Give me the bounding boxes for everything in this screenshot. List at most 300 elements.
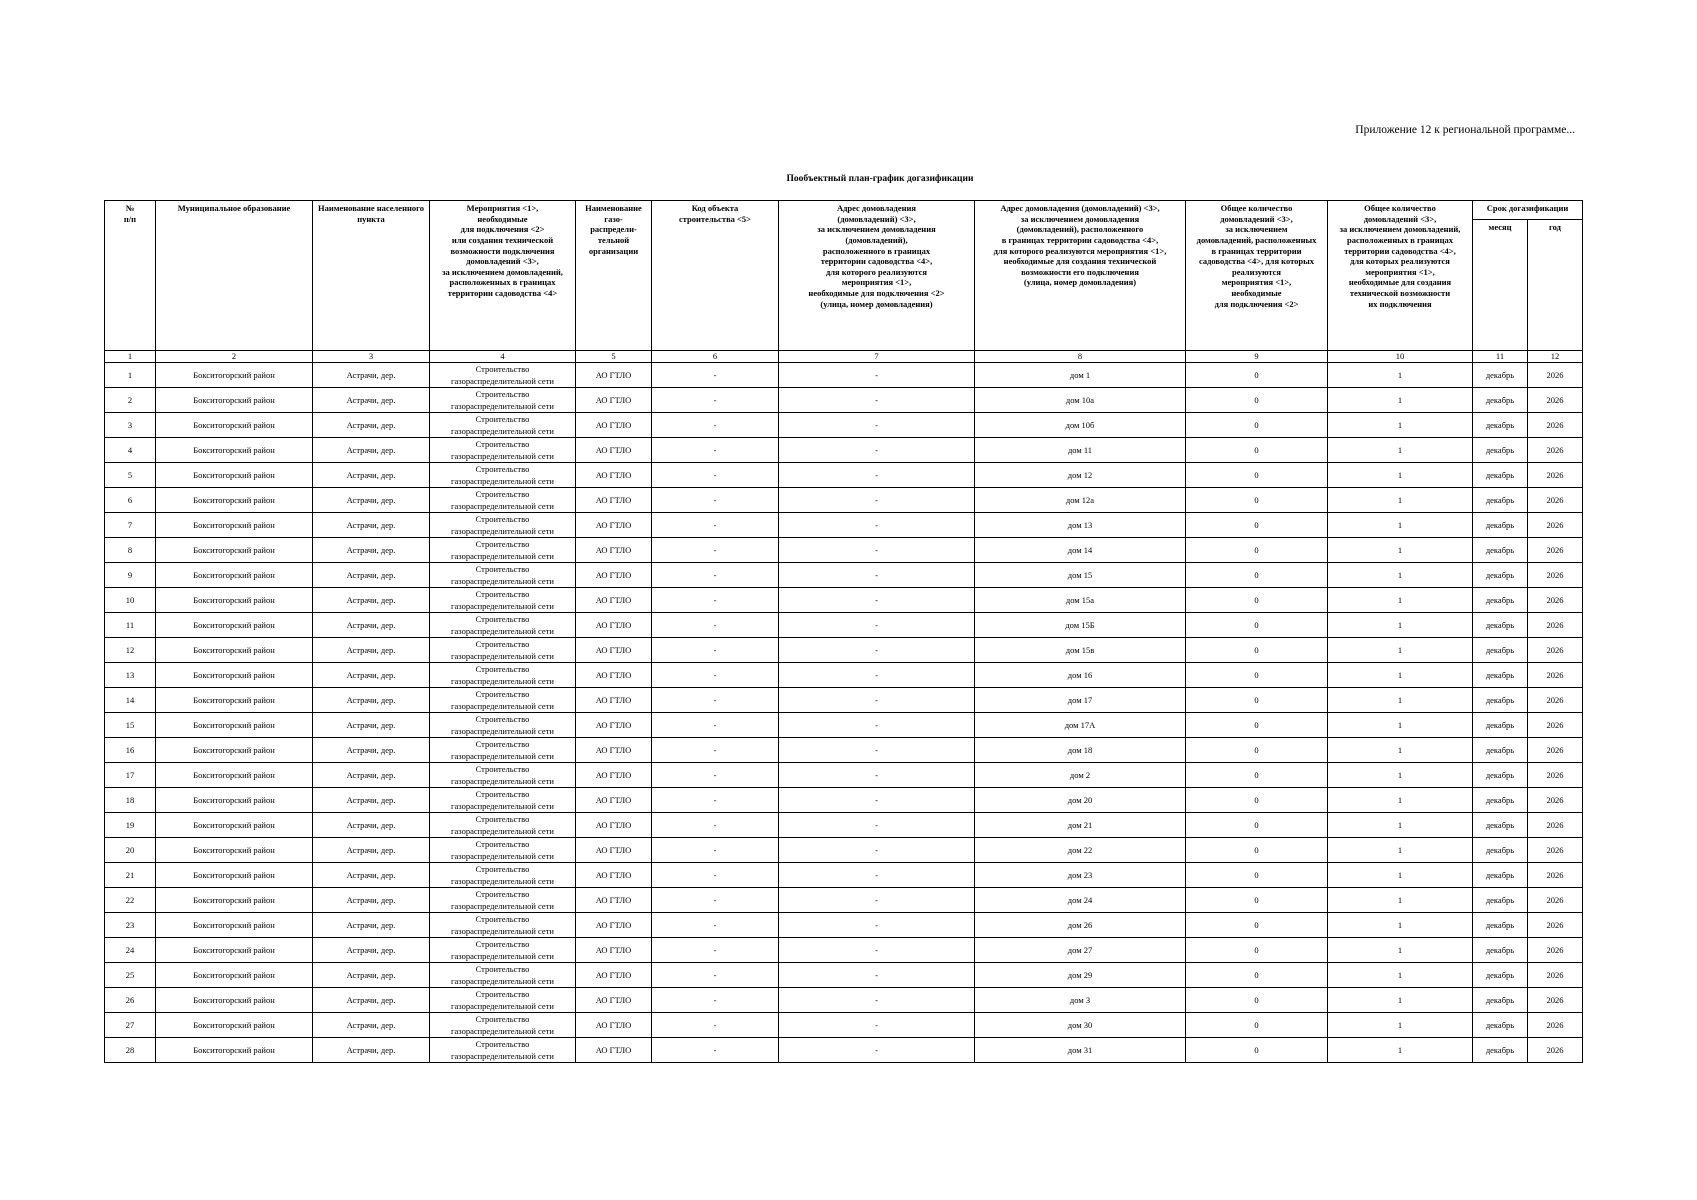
month-cell: декабрь	[1473, 588, 1528, 613]
gas-org-cell: АО ГТЛО	[576, 713, 652, 738]
gas-org-cell: АО ГТЛО	[576, 763, 652, 788]
count-connection-cell: 0	[1186, 938, 1328, 963]
count-technical-cell: 1	[1328, 438, 1473, 463]
header-address-connection: Адрес домовладения (домовладений) <3>, за исключением домовладения (домовладений), расположенного в границах территории садоводства <4>, для которого реализуются мероприятия <1>, необходимые для подключения <2> (улица, номер домовладения)	[779, 201, 975, 351]
year-cell: 2026	[1528, 413, 1583, 438]
measure-cell	[430, 488, 576, 513]
municipality-cell: Бокситогорский район	[156, 463, 313, 488]
month-cell: декабрь	[1473, 813, 1528, 838]
row-number: 2	[105, 388, 156, 413]
measure-cell	[430, 388, 576, 413]
address-connection-cell: -	[779, 613, 975, 638]
object-code-cell: -	[652, 738, 779, 763]
measure-line-2: газораспределительной сети	[451, 1051, 554, 1061]
year-cell: 2026	[1528, 938, 1583, 963]
gas-org-cell: АО ГТЛО	[576, 788, 652, 813]
row-number: 5	[105, 463, 156, 488]
measure-line-1: Строительство	[475, 389, 530, 399]
month-cell: декабрь	[1473, 988, 1528, 1013]
address-connection-cell: -	[779, 413, 975, 438]
count-connection-cell: 0	[1186, 1013, 1328, 1038]
object-code-cell: -	[652, 988, 779, 1013]
municipality-cell: Бокситогорский район	[156, 363, 313, 388]
municipality-cell: Бокситогорский район	[156, 438, 313, 463]
month-cell: декабрь	[1473, 838, 1528, 863]
measure-line-2: газораспределительной сети	[451, 876, 554, 886]
address-connection-cell: -	[779, 588, 975, 613]
measure-cell	[430, 413, 576, 438]
measure-cell	[430, 563, 576, 588]
table-row	[105, 363, 1583, 388]
settlement-cell: Астрачи, дер.	[313, 638, 430, 663]
address-technical-cell: дом 20	[975, 788, 1186, 813]
object-code-cell: -	[652, 388, 779, 413]
count-connection-cell: 0	[1186, 738, 1328, 763]
gas-org-cell: АО ГТЛО	[576, 638, 652, 663]
object-code-cell: -	[652, 363, 779, 388]
measure-cell	[430, 813, 576, 838]
measure-cell	[430, 688, 576, 713]
row-number: 16	[105, 738, 156, 763]
count-technical-cell: 1	[1328, 563, 1473, 588]
month-cell: декабрь	[1473, 463, 1528, 488]
row-number: 23	[105, 913, 156, 938]
year-cell: 2026	[1528, 863, 1583, 888]
month-cell: декабрь	[1473, 438, 1528, 463]
row-number: 24	[105, 938, 156, 963]
settlement-cell: Астрачи, дер.	[313, 963, 430, 988]
municipality-cell: Бокситогорский район	[156, 513, 313, 538]
count-technical-cell: 1	[1328, 813, 1473, 838]
measure-line-2: газораспределительной сети	[451, 901, 554, 911]
object-code-cell: -	[652, 713, 779, 738]
row-number: 1	[105, 363, 156, 388]
year-cell: 2026	[1528, 988, 1583, 1013]
count-technical-cell: 1	[1328, 763, 1473, 788]
month-cell: декабрь	[1473, 388, 1528, 413]
measure-line-1: Строительство	[475, 514, 530, 524]
address-technical-cell: дом 27	[975, 938, 1186, 963]
count-connection-cell: 0	[1186, 788, 1328, 813]
gas-org-cell: АО ГТЛО	[576, 538, 652, 563]
table-row	[105, 538, 1583, 563]
measure-cell	[430, 513, 576, 538]
address-connection-cell: -	[779, 888, 975, 913]
object-code-cell: -	[652, 563, 779, 588]
measure-cell	[430, 788, 576, 813]
column-number: 7	[779, 351, 975, 363]
month-cell: декабрь	[1473, 513, 1528, 538]
address-connection-cell: -	[779, 488, 975, 513]
measure-line-1: Строительство	[475, 664, 530, 674]
settlement-cell: Астрачи, дер.	[313, 838, 430, 863]
appendix-note: Приложение 12 к региональной программе...	[1355, 124, 1575, 136]
measure-cell	[430, 713, 576, 738]
count-connection-cell: 0	[1186, 638, 1328, 663]
column-number: 3	[313, 351, 430, 363]
gas-org-cell: АО ГТЛО	[576, 463, 652, 488]
year-cell: 2026	[1528, 1013, 1583, 1038]
object-code-cell: -	[652, 888, 779, 913]
measure-line-2: газораспределительной сети	[451, 1026, 554, 1036]
measure-line-2: газораспределительной сети	[451, 601, 554, 611]
measure-cell	[430, 888, 576, 913]
address-connection-cell: -	[779, 938, 975, 963]
settlement-cell: Астрачи, дер.	[313, 513, 430, 538]
address-technical-cell: дом 15	[975, 563, 1186, 588]
address-connection-cell: -	[779, 463, 975, 488]
month-cell: декабрь	[1473, 913, 1528, 938]
count-connection-cell: 0	[1186, 538, 1328, 563]
table-row	[105, 913, 1583, 938]
object-code-cell: -	[652, 463, 779, 488]
address-connection-cell: -	[779, 738, 975, 763]
year-cell: 2026	[1528, 913, 1583, 938]
address-technical-cell: дом 16	[975, 663, 1186, 688]
month-cell: декабрь	[1473, 538, 1528, 563]
measure-cell	[430, 988, 576, 1013]
count-connection-cell: 0	[1186, 463, 1328, 488]
object-code-cell: -	[652, 1038, 779, 1063]
month-cell: декабрь	[1473, 1038, 1528, 1063]
measure-line-1: Строительство	[475, 364, 530, 374]
settlement-cell: Астрачи, дер.	[313, 863, 430, 888]
month-cell: декабрь	[1473, 938, 1528, 963]
settlement-cell: Астрачи, дер.	[313, 463, 430, 488]
measure-line-1: Строительство	[475, 889, 530, 899]
gas-org-cell: АО ГТЛО	[576, 963, 652, 988]
measure-cell	[430, 463, 576, 488]
table-row	[105, 938, 1583, 963]
measure-line-2: газораспределительной сети	[451, 701, 554, 711]
measure-line-2: газораспределительной сети	[451, 426, 554, 436]
settlement-cell: Астрачи, дер.	[313, 1013, 430, 1038]
measure-line-2: газораспределительной сети	[451, 476, 554, 486]
municipality-cell: Бокситогорский район	[156, 563, 313, 588]
address-technical-cell: дом 30	[975, 1013, 1186, 1038]
address-connection-cell: -	[779, 1013, 975, 1038]
count-connection-cell: 0	[1186, 438, 1328, 463]
address-technical-cell: дом 10а	[975, 388, 1186, 413]
municipality-cell: Бокситогорский район	[156, 688, 313, 713]
table-row	[105, 413, 1583, 438]
year-cell: 2026	[1528, 713, 1583, 738]
measure-cell	[430, 913, 576, 938]
year-cell: 2026	[1528, 438, 1583, 463]
address-connection-cell: -	[779, 688, 975, 713]
column-number: 2	[156, 351, 313, 363]
object-code-cell: -	[652, 638, 779, 663]
settlement-cell: Астрачи, дер.	[313, 588, 430, 613]
header-count-connection: Общее количество домовладений <3>, за исключением домовладений, расположенных в границах территории садоводства <4>, для которых реализуются мероприятия <1>, необходимые для подключения <2>	[1186, 201, 1328, 351]
measure-line-1: Строительство	[475, 464, 530, 474]
measure-line-2: газораспределительной сети	[451, 801, 554, 811]
address-connection-cell: -	[779, 563, 975, 588]
address-connection-cell: -	[779, 863, 975, 888]
measure-line-2: газораспределительной сети	[451, 651, 554, 661]
year-cell: 2026	[1528, 588, 1583, 613]
table-row	[105, 513, 1583, 538]
table-row	[105, 763, 1583, 788]
row-number: 22	[105, 888, 156, 913]
address-technical-cell: дом 17	[975, 688, 1186, 713]
count-connection-cell: 0	[1186, 388, 1328, 413]
measure-cell	[430, 638, 576, 663]
gas-org-cell: АО ГТЛО	[576, 988, 652, 1013]
count-connection-cell: 0	[1186, 988, 1328, 1013]
measure-cell	[430, 663, 576, 688]
settlement-cell: Астрачи, дер.	[313, 738, 430, 763]
table-row	[105, 863, 1583, 888]
measure-cell	[430, 1038, 576, 1063]
table-body	[105, 363, 1583, 1063]
table-row	[105, 663, 1583, 688]
table-row	[105, 888, 1583, 913]
row-number: 7	[105, 513, 156, 538]
year-cell: 2026	[1528, 1038, 1583, 1063]
gas-org-cell: АО ГТЛО	[576, 588, 652, 613]
address-technical-cell: дом 31	[975, 1038, 1186, 1063]
municipality-cell: Бокситогорский район	[156, 588, 313, 613]
measure-line-2: газораспределительной сети	[451, 776, 554, 786]
table-row	[105, 388, 1583, 413]
municipality-cell: Бокситогорский район	[156, 813, 313, 838]
measure-line-1: Строительство	[475, 839, 530, 849]
header-month: месяц	[1473, 220, 1528, 351]
address-technical-cell: дом 15Б	[975, 613, 1186, 638]
year-cell: 2026	[1528, 613, 1583, 638]
gasification-schedule-table	[104, 200, 1583, 1063]
count-technical-cell: 1	[1328, 913, 1473, 938]
measure-line-1: Строительство	[475, 739, 530, 749]
gas-org-cell: АО ГТЛО	[576, 813, 652, 838]
measure-cell	[430, 438, 576, 463]
table-row	[105, 738, 1583, 763]
address-technical-cell: дом 2	[975, 763, 1186, 788]
year-cell: 2026	[1528, 963, 1583, 988]
count-technical-cell: 1	[1328, 738, 1473, 763]
settlement-cell: Астрачи, дер.	[313, 413, 430, 438]
settlement-cell: Астрачи, дер.	[313, 788, 430, 813]
month-cell: декабрь	[1473, 763, 1528, 788]
settlement-cell: Астрачи, дер.	[313, 763, 430, 788]
gas-org-cell: АО ГТЛО	[576, 513, 652, 538]
count-connection-cell: 0	[1186, 513, 1328, 538]
measure-line-1: Строительство	[475, 489, 530, 499]
address-technical-cell: дом 12а	[975, 488, 1186, 513]
header-measures: Мероприятия <1>, необходимые для подключения <2> или создания технической возможности подключения домовладений <3>, за исключением домовладений, расположенных в границах территории садоводства <4>	[430, 201, 576, 351]
settlement-cell: Астрачи, дер.	[313, 563, 430, 588]
measure-cell	[430, 838, 576, 863]
month-cell: декабрь	[1473, 413, 1528, 438]
municipality-cell: Бокситогорский район	[156, 388, 313, 413]
header-municipality: Муниципальное образование	[156, 201, 313, 351]
measure-line-1: Строительство	[475, 614, 530, 624]
measure-line-2: газораспределительной сети	[451, 501, 554, 511]
row-number: 19	[105, 813, 156, 838]
measure-line-1: Строительство	[475, 939, 530, 949]
year-cell: 2026	[1528, 538, 1583, 563]
municipality-cell: Бокситогорский район	[156, 838, 313, 863]
measure-cell	[430, 763, 576, 788]
month-cell: декабрь	[1473, 613, 1528, 638]
measure-line-2: газораспределительной сети	[451, 726, 554, 736]
settlement-cell: Астрачи, дер.	[313, 613, 430, 638]
month-cell: декабрь	[1473, 888, 1528, 913]
municipality-cell: Бокситогорский район	[156, 938, 313, 963]
row-number: 8	[105, 538, 156, 563]
row-number: 4	[105, 438, 156, 463]
address-connection-cell: -	[779, 663, 975, 688]
gas-org-cell: АО ГТЛО	[576, 613, 652, 638]
measure-line-2: газораспределительной сети	[451, 676, 554, 686]
year-cell: 2026	[1528, 463, 1583, 488]
object-code-cell: -	[652, 913, 779, 938]
measure-line-1: Строительство	[475, 814, 530, 824]
measure-line-1: Строительство	[475, 764, 530, 774]
count-technical-cell: 1	[1328, 388, 1473, 413]
row-number: 13	[105, 663, 156, 688]
measure-cell	[430, 363, 576, 388]
object-code-cell: -	[652, 863, 779, 888]
gas-org-cell: АО ГТЛО	[576, 863, 652, 888]
month-cell: декабрь	[1473, 563, 1528, 588]
measure-cell	[430, 938, 576, 963]
measure-line-2: газораспределительной сети	[451, 401, 554, 411]
count-connection-cell: 0	[1186, 363, 1328, 388]
table-row	[105, 438, 1583, 463]
row-number: 18	[105, 788, 156, 813]
address-connection-cell: -	[779, 513, 975, 538]
measure-line-2: газораспределительной сети	[451, 376, 554, 386]
gas-org-cell: АО ГТЛО	[576, 738, 652, 763]
row-number: 10	[105, 588, 156, 613]
count-connection-cell: 0	[1186, 613, 1328, 638]
address-connection-cell: -	[779, 988, 975, 1013]
measure-line-1: Строительство	[475, 714, 530, 724]
gas-org-cell: АО ГТЛО	[576, 663, 652, 688]
measure-line-1: Строительство	[475, 914, 530, 924]
count-technical-cell: 1	[1328, 788, 1473, 813]
object-code-cell: -	[652, 438, 779, 463]
object-code-cell: -	[652, 1013, 779, 1038]
measure-cell	[430, 738, 576, 763]
object-code-cell: -	[652, 538, 779, 563]
gas-org-cell: АО ГТЛО	[576, 1013, 652, 1038]
row-number: 21	[105, 863, 156, 888]
address-connection-cell: -	[779, 713, 975, 738]
table-row	[105, 613, 1583, 638]
measure-line-2: газораспределительной сети	[451, 751, 554, 761]
row-number: 20	[105, 838, 156, 863]
year-cell: 2026	[1528, 488, 1583, 513]
column-number: 4	[430, 351, 576, 363]
address-technical-cell: дом 11	[975, 438, 1186, 463]
month-cell: декабрь	[1473, 488, 1528, 513]
measure-line-2: газораспределительной сети	[451, 626, 554, 636]
measure-line-2: газораспределительной сети	[451, 976, 554, 986]
gas-org-cell: АО ГТЛО	[576, 563, 652, 588]
address-connection-cell: -	[779, 638, 975, 663]
municipality-cell: Бокситогорский район	[156, 738, 313, 763]
count-technical-cell: 1	[1328, 988, 1473, 1013]
municipality-cell: Бокситогорский район	[156, 963, 313, 988]
row-number: 28	[105, 1038, 156, 1063]
settlement-cell: Астрачи, дер.	[313, 938, 430, 963]
gas-org-cell: АО ГТЛО	[576, 888, 652, 913]
object-code-cell: -	[652, 938, 779, 963]
settlement-cell: Астрачи, дер.	[313, 663, 430, 688]
header-row-number: № п/п	[105, 201, 156, 351]
measure-line-2: газораспределительной сети	[451, 926, 554, 936]
column-number: 11	[1473, 351, 1528, 363]
column-number: 1	[105, 351, 156, 363]
municipality-cell: Бокситогорский район	[156, 988, 313, 1013]
measure-line-2: газораспределительной сети	[451, 1001, 554, 1011]
settlement-cell: Астрачи, дер.	[313, 363, 430, 388]
count-technical-cell: 1	[1328, 588, 1473, 613]
object-code-cell: -	[652, 788, 779, 813]
municipality-cell: Бокситогорский район	[156, 663, 313, 688]
measure-line-1: Строительство	[475, 1039, 530, 1049]
count-technical-cell: 1	[1328, 363, 1473, 388]
address-connection-cell: -	[779, 388, 975, 413]
header-settlement: Наименование населенного пункта	[313, 201, 430, 351]
measure-line-1: Строительство	[475, 864, 530, 874]
header-year: год	[1528, 220, 1583, 351]
header-count-technical: Общее количество домовладений <3>, за исключением домовладений, расположенных в границах территории садоводства <4>, для которых реализуются мероприятия <1>, необходимые для создания технической возможности их подключения	[1328, 201, 1473, 351]
row-number: 27	[105, 1013, 156, 1038]
object-code-cell: -	[652, 588, 779, 613]
address-connection-cell: -	[779, 788, 975, 813]
count-technical-cell: 1	[1328, 1013, 1473, 1038]
row-number: 26	[105, 988, 156, 1013]
measure-line-1: Строительство	[475, 989, 530, 999]
municipality-cell: Бокситогорский район	[156, 538, 313, 563]
count-technical-cell: 1	[1328, 713, 1473, 738]
measure-cell	[430, 538, 576, 563]
year-cell: 2026	[1528, 563, 1583, 588]
count-technical-cell: 1	[1328, 938, 1473, 963]
gas-org-cell: АО ГТЛО	[576, 838, 652, 863]
measure-line-2: газораспределительной сети	[451, 826, 554, 836]
month-cell: декабрь	[1473, 963, 1528, 988]
municipality-cell: Бокситогорский район	[156, 1013, 313, 1038]
measure-line-2: газораспределительной сети	[451, 451, 554, 461]
municipality-cell: Бокситогорский район	[156, 613, 313, 638]
column-number: 8	[975, 351, 1186, 363]
month-cell: декабрь	[1473, 1013, 1528, 1038]
count-connection-cell: 0	[1186, 813, 1328, 838]
measure-line-1: Строительство	[475, 589, 530, 599]
measure-line-2: газораспределительной сети	[451, 851, 554, 861]
year-cell: 2026	[1528, 638, 1583, 663]
table-row	[105, 838, 1583, 863]
count-technical-cell: 1	[1328, 688, 1473, 713]
address-connection-cell: -	[779, 763, 975, 788]
gas-org-cell: АО ГТЛО	[576, 363, 652, 388]
settlement-cell: Астрачи, дер.	[313, 888, 430, 913]
year-cell: 2026	[1528, 363, 1583, 388]
month-cell: декабрь	[1473, 638, 1528, 663]
count-technical-cell: 1	[1328, 513, 1473, 538]
year-cell: 2026	[1528, 388, 1583, 413]
header-object-code: Код объекта строительства <5>	[652, 201, 779, 351]
row-number: 17	[105, 763, 156, 788]
table-row	[105, 988, 1583, 1013]
gas-org-cell: АО ГТЛО	[576, 688, 652, 713]
municipality-cell: Бокситогорский район	[156, 638, 313, 663]
